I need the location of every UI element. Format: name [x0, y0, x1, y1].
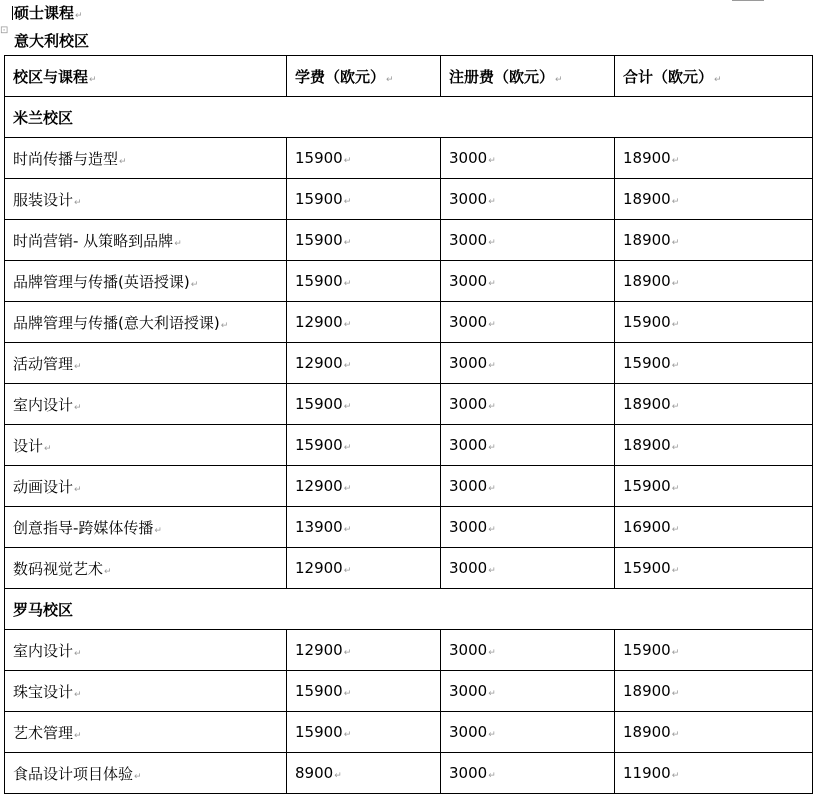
total-fee [615, 425, 813, 466]
program-name [5, 425, 287, 466]
campus-section-row [5, 589, 813, 630]
paragraph-mark-icon: ↵ [75, 11, 83, 21]
paragraph-mark-icon: ↵ [488, 771, 496, 781]
program-name-text: 动画设计 [13, 477, 74, 496]
tuition-fee [287, 220, 441, 261]
table-row [5, 261, 813, 302]
total-fee-text: 18900 [623, 436, 671, 454]
paragraph-mark-icon: ↵ [343, 361, 352, 371]
total-fee [615, 671, 813, 712]
paragraph-mark-icon: ↵ [190, 279, 199, 290]
table-row [5, 384, 813, 425]
tuition-fee [287, 261, 441, 302]
program-name-text: 数码视觉艺术 [13, 559, 104, 578]
total-fee-text: 15900 [623, 477, 671, 495]
paragraph-mark-icon: ↵ [343, 443, 352, 453]
paragraph-mark-icon: ↵ [488, 484, 496, 494]
paragraph-mark-icon: ↵ [488, 689, 496, 699]
total-fee [615, 712, 813, 753]
registration-fee-text: 3000 [449, 272, 488, 290]
program-name [5, 261, 287, 302]
total-fee-text: 15900 [623, 641, 671, 659]
paragraph-mark-icon: ↵ [74, 402, 82, 413]
registration-fee [441, 630, 615, 671]
campus-name [5, 589, 813, 630]
registration-fee-text: 3000 [449, 764, 488, 782]
paragraph-mark-icon: ↵ [488, 238, 496, 248]
table-row [5, 302, 813, 343]
registration-fee-text: 3000 [449, 231, 488, 249]
paragraph-mark-icon: ↵ [343, 730, 352, 740]
tuition-fee-text: 15900 [295, 272, 343, 290]
column-header-text: 学费（欧元） [295, 67, 386, 86]
program-name-text: 时尚传播与造型 [13, 149, 119, 168]
paragraph-mark-icon: ↵ [671, 771, 680, 781]
paragraph-mark-icon: ↵ [488, 443, 496, 453]
paragraph-mark-icon: ↵ [488, 156, 496, 166]
registration-fee-text: 3000 [449, 313, 488, 331]
total-fee [615, 507, 813, 548]
program-name [5, 466, 287, 507]
program-name [5, 343, 287, 384]
program-name-text: 珠宝设计 [13, 682, 74, 701]
total-fee-text: 18900 [623, 682, 671, 700]
column-header [615, 56, 813, 97]
program-name [5, 671, 287, 712]
total-fee [615, 220, 813, 261]
paragraph-mark-icon: ↵ [334, 771, 342, 781]
tuition-fee-text: 12900 [295, 559, 343, 577]
paragraph-mark-icon: ↵ [343, 484, 352, 494]
paragraph-mark-icon: ↵ [555, 74, 563, 85]
paragraph-mark-icon: ↵ [671, 566, 680, 576]
program-name-text: 室内设计 [13, 641, 74, 660]
paragraph-mark-icon: ↵ [488, 648, 496, 658]
table-row [5, 138, 813, 179]
paragraph-mark-icon: ↵ [671, 648, 680, 658]
paragraph-mark-icon: ↵ [74, 689, 82, 700]
total-fee-text: 15900 [623, 354, 671, 372]
registration-fee [441, 548, 615, 589]
paragraph-mark-icon: ↵ [488, 279, 496, 289]
tuition-fee [287, 671, 441, 712]
campus-name-text: 米兰校区 [13, 108, 74, 127]
total-fee [615, 261, 813, 302]
paragraph-mark-icon: ↵ [488, 361, 496, 371]
paragraph-mark-icon: ↵ [488, 197, 496, 207]
paragraph-mark-icon: ↵ [174, 238, 182, 249]
paragraph-mark-icon: ↵ [671, 361, 680, 371]
program-name [5, 712, 287, 753]
paragraph-mark-icon: ↵ [671, 689, 680, 699]
paragraph-mark-icon: ↵ [343, 238, 352, 248]
tuition-table [4, 55, 813, 794]
total-fee [615, 138, 813, 179]
program-name [5, 507, 287, 548]
total-fee [615, 302, 813, 343]
campus-section-row [5, 97, 813, 138]
table-row [5, 507, 813, 548]
text-cursor [12, 6, 13, 20]
tuition-fee [287, 712, 441, 753]
total-fee [615, 343, 813, 384]
tuition-fee [287, 466, 441, 507]
total-fee-text: 18900 [623, 395, 671, 413]
program-name [5, 548, 287, 589]
total-fee-text: 18900 [623, 231, 671, 249]
program-name-text: 室内设计 [13, 395, 74, 414]
tuition-fee-text: 15900 [295, 190, 343, 208]
registration-fee [441, 712, 615, 753]
tuition-fee-text: 15900 [295, 149, 343, 167]
program-name [5, 302, 287, 343]
registration-fee-text: 3000 [449, 395, 488, 413]
total-fee-text: 18900 [623, 723, 671, 741]
total-fee-text: 11900 [623, 764, 671, 782]
paragraph-mark-icon: ↵ [671, 320, 680, 330]
program-name [5, 138, 287, 179]
total-fee [615, 548, 813, 589]
paragraph-mark-icon: ↵ [220, 320, 229, 331]
header-rule [732, 0, 764, 1]
tuition-fee [287, 138, 441, 179]
paragraph-mark-icon: ↵ [488, 525, 496, 535]
registration-fee-text: 3000 [449, 190, 488, 208]
program-name-text: 艺术管理 [13, 723, 74, 742]
column-header-text: 注册费（欧元） [449, 67, 555, 86]
paragraph-mark-icon: ↵ [343, 279, 352, 289]
total-fee [615, 179, 813, 220]
tuition-fee-text: 15900 [295, 231, 343, 249]
campus-name [5, 97, 813, 138]
document-heading: 硕士课程↵ [14, 4, 83, 22]
paragraph-mark-icon: ↵ [671, 402, 680, 412]
paragraph-mark-icon: ↵ [343, 648, 352, 658]
registration-fee [441, 179, 615, 220]
total-fee-text: 15900 [623, 559, 671, 577]
table-row [5, 179, 813, 220]
registration-fee [441, 466, 615, 507]
total-fee-text: 18900 [623, 190, 671, 208]
tuition-fee-text: 12900 [295, 354, 343, 372]
table-row [5, 712, 813, 753]
total-fee-text: 18900 [623, 272, 671, 290]
paragraph-mark-icon: ↵ [74, 484, 82, 495]
paragraph-mark-icon: ↵ [74, 197, 82, 208]
paragraph-mark-icon: ↵ [343, 402, 352, 412]
table-row [5, 753, 813, 794]
registration-fee-text: 3000 [449, 641, 488, 659]
column-header [287, 56, 441, 97]
registration-fee-text: 3000 [449, 682, 488, 700]
tuition-fee-text: 13900 [295, 518, 343, 536]
registration-fee [441, 671, 615, 712]
document-subheading: 意大利校区 [14, 32, 90, 50]
tuition-fee [287, 343, 441, 384]
total-fee-text: 16900 [623, 518, 671, 536]
table-row [5, 630, 813, 671]
paragraph-mark-icon: ↵ [671, 156, 680, 166]
program-name-text: 服装设计 [13, 190, 74, 209]
total-fee [615, 630, 813, 671]
paragraph-mark-icon: ↵ [74, 361, 82, 372]
table-row [5, 548, 813, 589]
paragraph-mark-icon: ↵ [343, 320, 352, 330]
tuition-fee [287, 630, 441, 671]
tuition-fee-text: 12900 [295, 641, 343, 659]
paragraph-mark-icon: ↵ [154, 525, 162, 536]
program-name [5, 179, 287, 220]
tuition-fee-text: 12900 [295, 477, 343, 495]
paragraph-mark-icon: ↵ [343, 525, 352, 535]
registration-fee-text: 3000 [449, 723, 488, 741]
registration-fee [441, 507, 615, 548]
tuition-fee-text: 15900 [295, 682, 343, 700]
registration-fee-text: 3000 [449, 559, 488, 577]
tuition-fee-text: 15900 [295, 436, 343, 454]
table-row [5, 671, 813, 712]
paragraph-mark-icon: ↵ [671, 197, 680, 207]
tuition-fee-text: 15900 [295, 723, 343, 741]
program-name [5, 753, 287, 794]
program-name-text: 品牌管理与传播(意大利语授课) [13, 313, 220, 332]
paragraph-mark-icon: ↵ [119, 156, 127, 167]
column-header-text: 合计（欧元） [623, 67, 714, 86]
table-move-handle-icon[interactable]: ⊡ [0, 25, 9, 36]
paragraph-mark-icon: ↵ [89, 74, 97, 85]
paragraph-mark-icon: ↵ [44, 443, 52, 454]
paragraph-mark-icon: ↵ [343, 156, 352, 166]
total-fee [615, 384, 813, 425]
paragraph-mark-icon: ↵ [343, 197, 352, 207]
tuition-fee [287, 384, 441, 425]
tuition-fee [287, 507, 441, 548]
table-row [5, 466, 813, 507]
program-name-text: 食品设计项目体验 [13, 764, 134, 783]
registration-fee [441, 753, 615, 794]
program-name-text: 品牌管理与传播(英语授课) [13, 272, 190, 291]
column-header [5, 56, 287, 97]
column-header-text: 校区与课程 [13, 67, 89, 86]
tuition-fee-text: 15900 [295, 395, 343, 413]
registration-fee-text: 3000 [449, 149, 488, 167]
paragraph-mark-icon: ↵ [488, 730, 496, 740]
tuition-fee [287, 179, 441, 220]
paragraph-mark-icon: ↵ [74, 730, 82, 741]
paragraph-mark-icon: ↵ [488, 402, 496, 412]
program-name [5, 220, 287, 261]
paragraph-mark-icon: ↵ [386, 74, 394, 85]
table-row [5, 220, 813, 261]
tuition-fee [287, 548, 441, 589]
column-header [441, 56, 615, 97]
paragraph-mark-icon: ↵ [134, 771, 142, 782]
tuition-fee [287, 753, 441, 794]
registration-fee-text: 3000 [449, 436, 488, 454]
paragraph-mark-icon: ↵ [671, 525, 680, 535]
tuition-fee-text: 12900 [295, 313, 343, 331]
paragraph-mark-icon: ↵ [343, 689, 352, 699]
registration-fee [441, 384, 615, 425]
program-name [5, 630, 287, 671]
paragraph-mark-icon: ↵ [671, 443, 680, 453]
total-fee-text: 15900 [623, 313, 671, 331]
paragraph-mark-icon: ↵ [671, 730, 680, 740]
registration-fee [441, 302, 615, 343]
total-fee [615, 753, 813, 794]
paragraph-mark-icon: ↵ [343, 566, 352, 576]
table-header-row [5, 56, 813, 97]
table-row [5, 425, 813, 466]
registration-fee-text: 3000 [449, 518, 488, 536]
paragraph-mark-icon: ↵ [104, 566, 112, 577]
program-name-text: 活动管理 [13, 354, 74, 373]
program-name-text: 设计 [13, 436, 44, 455]
program-name-text: 时尚营销- 从策略到品牌 [13, 231, 174, 250]
total-fee [615, 466, 813, 507]
registration-fee [441, 220, 615, 261]
table-row [5, 343, 813, 384]
registration-fee [441, 261, 615, 302]
registration-fee [441, 425, 615, 466]
program-name [5, 384, 287, 425]
registration-fee-text: 3000 [449, 477, 488, 495]
registration-fee [441, 138, 615, 179]
paragraph-mark-icon: ↵ [74, 648, 82, 659]
paragraph-mark-icon: ↵ [488, 566, 496, 576]
registration-fee-text: 3000 [449, 354, 488, 372]
paragraph-mark-icon: ↵ [671, 484, 680, 494]
tuition-fee [287, 302, 441, 343]
paragraph-mark-icon: ↵ [671, 238, 680, 248]
tuition-fee [287, 425, 441, 466]
total-fee-text: 18900 [623, 149, 671, 167]
paragraph-mark-icon: ↵ [671, 279, 680, 289]
program-name-text: 创意指导-跨媒体传播 [13, 518, 154, 537]
paragraph-mark-icon: ↵ [488, 320, 496, 330]
paragraph-mark-icon: ↵ [714, 74, 722, 85]
tuition-fee-text: 8900 [295, 764, 334, 782]
registration-fee [441, 343, 615, 384]
campus-name-text: 罗马校区 [13, 600, 74, 619]
